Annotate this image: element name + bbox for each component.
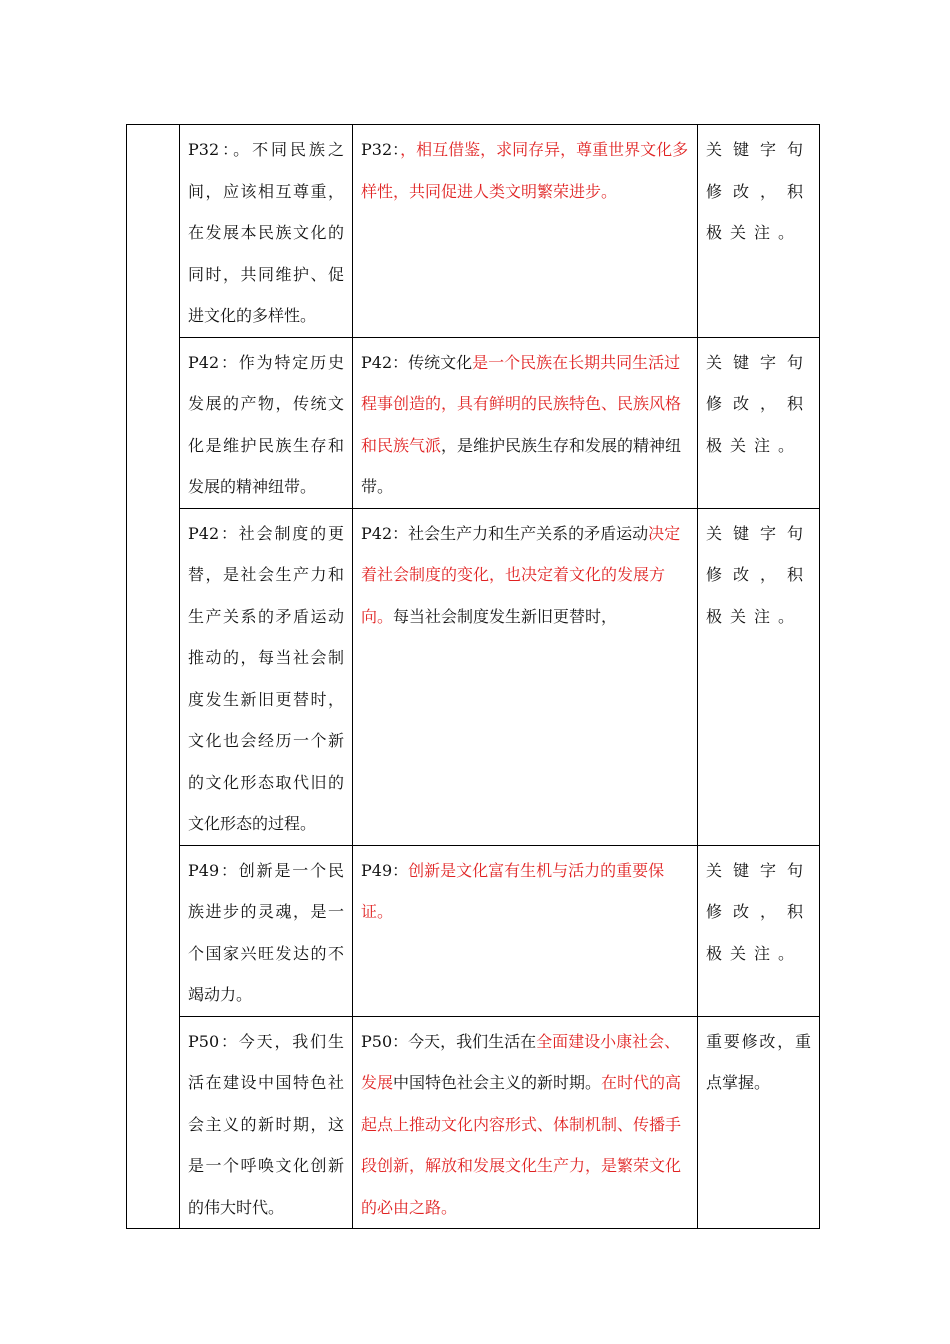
- revised-segment: ，是维护民族生存和发展的精神纽带。: [361, 435, 682, 496]
- revised-segment: P49：: [361, 860, 409, 880]
- note-cell: 关键字句修改，积极关注。: [698, 508, 820, 845]
- revised-segment-highlight: 全面建设小康社会、发展: [361, 1031, 681, 1092]
- revised-segment: P50：今天，我们生活在: [361, 1031, 537, 1051]
- revised-segment-highlight: 创新是文化富有生机与活力的重要保证。: [361, 860, 665, 921]
- revised-segment: 每当社会制度发生新旧更替时，: [393, 606, 618, 626]
- left-margin-cell: [127, 125, 180, 1229]
- comparison-table: [126, 124, 820, 1229]
- original-text-cell: P49：创新是一个民族进步的灵魂，是一个国家兴旺发达的不竭动力。: [180, 845, 353, 1016]
- note-cell: 重要修改，重点掌握。: [698, 1016, 820, 1229]
- note-cell: 关键字句修改，积极关注。: [698, 845, 820, 1016]
- original-text-cell: P50：今天，我们生活在建设中国特色社会主义的新时期，这是一个呼唤文化创新的伟大时代。: [180, 1016, 353, 1229]
- revised-text-cell: [353, 1016, 698, 1229]
- table-row: [127, 337, 820, 508]
- revised-segment: 中国特色社会主义的新时期。: [393, 1073, 602, 1092]
- revised-text-cell: [353, 125, 698, 338]
- table-row: [127, 1016, 820, 1229]
- revised-segment-highlight: 是一个民族在长期共同生活过程事创造的，具有鲜明的民族特色、民族风格和民族气派: [361, 352, 682, 455]
- revised-segment: P32：: [361, 140, 401, 159]
- note-cell: 关键字句修改，积极关注。: [698, 337, 820, 508]
- table-row: [127, 125, 820, 338]
- original-text-cell: P42：作为特定历史发展的产物，传统文化是维护民族生存和发展的精神纽带。: [180, 337, 353, 508]
- revised-segment-highlight: ，相互借鉴，求同存异，尊重世界文化多样性，共同促进人类文明繁荣进步。: [361, 140, 689, 201]
- note-cell: 关键字句修改，积极关注。: [698, 125, 820, 338]
- original-text-cell: P32：。不同民族之间，应该相互尊重，在发展本民族文化的同时，共同维护、促进文化的多样性。: [180, 125, 353, 338]
- original-text-cell: P42：社会制度的更替，是社会生产力和生产关系的矛盾运动推动的，每当社会制度发生新旧更替时，文化也会经历一个新的文化形态取代旧的文化形态的过程。: [180, 508, 353, 845]
- revised-text-cell: [353, 508, 698, 845]
- table-row: [127, 508, 820, 845]
- revised-segment-highlight: 决定着社会制度的变化，也决定着文化的发展方向。: [361, 523, 681, 626]
- table-row: [127, 845, 820, 1016]
- revised-segment: P42：传统文化: [361, 352, 473, 372]
- revised-text-cell: [353, 337, 698, 508]
- revised-text-cell: [353, 845, 698, 1016]
- revised-segment-highlight: 在时代的高起点上推动文化内容形式、体制机制、传播手段创新，解放和发展文化生产力，是繁荣文化的必由之路。: [361, 1073, 682, 1217]
- revised-segment: P42：社会生产力和生产关系的矛盾运动: [361, 523, 649, 543]
